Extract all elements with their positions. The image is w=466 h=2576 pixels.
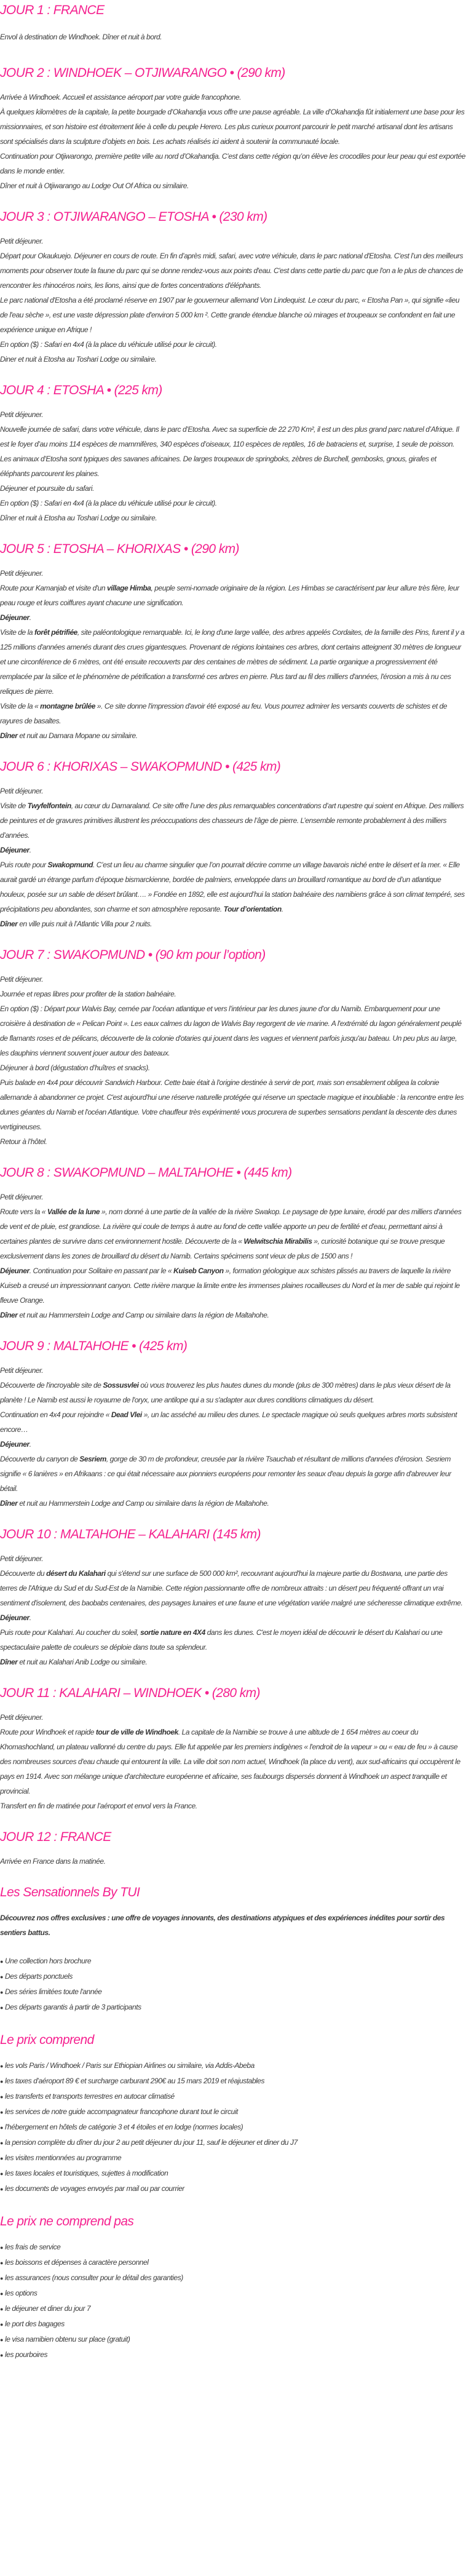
list-item [0, 2058, 466, 2073]
day-paragraph [0, 1710, 466, 1725]
body-text: Arrivée en France dans la matinée. [0, 1857, 106, 1866]
body-text: et nuit au Kalahari Anib Lodge ou similaire. [17, 1658, 148, 1666]
highlight-text: Vallée de la lune [47, 1207, 100, 1216]
body-text: En option ($) : Départ pour Walvis Bay, cernée par l’océan atlantique et vers l’intérieur par les dunes jaune d’or du Namib. Embarquement pour une croisière à destination de « Pelican Point ». Les eaux calmes du lagon de Walvis Bay regorgent de vie marine. A l'extrémité du lagon généralement peuplé de flamants roses et de pélicans, découverte de la colonie d'otaries qui jouent dans les vagues et viennent parfois jusqu'au bateau. Un peu plus au large, les dauphins viennent souvent jouer autour des bateaux. [0, 1004, 462, 1057]
list-item [0, 2120, 466, 2135]
body-text: Visite de la [0, 628, 34, 637]
day-body [0, 407, 466, 539]
body-text: Petit déjeuner. [0, 569, 44, 578]
highlight-text: Déjeuner [0, 1266, 30, 1275]
day-paragraph [0, 728, 466, 743]
day-title: JOUR 5 : ETOSHA – KHORIXAS • (290 km) [0, 542, 239, 556]
body-text: Départ pour Okaukuejo. Déjeuner en cours de route. En fin d’après midi, safari, avec votre véhicule, dans le parc national d'Etosha. C'est l’un des meilleurs moments pour observer toute la faune du parc qui se donne rendez-vous aux points d'eau. C'est dans cette partie du parc que l'on a le plus de chances de rencontrer les rhinocéros noirs, les lions, ainsi que de fortes concentrations d'éléphants. [0, 252, 464, 290]
day-body [0, 1551, 466, 1683]
day-section [0, 1827, 466, 1882]
highlight-text: Sossusvlei [103, 1381, 139, 1389]
day-section [0, 380, 466, 539]
highlight-text: désert du Kalahari [46, 1569, 106, 1578]
list-item-text: le port des bagages [5, 2320, 65, 2328]
day-paragraph [0, 1204, 466, 1263]
body-text: . [29, 613, 31, 622]
day-section [0, 1683, 466, 1827]
list-item [0, 1984, 466, 2000]
day-paragraph [0, 987, 466, 1001]
body-text: », formation géologique aux schistes plissés au travers de laquelle la rivière Kuiseb a creusé un impressionnant canyon. Cette rivière marque la limite entre les immenses plaines rocailleuses du Nord et la mer de sable qui rejoint le fleuve Orange. [0, 1266, 460, 1305]
body-text: », un lac asséché au milieu des dunes. Le spectacle magique où seuls quelques arbres morts subsistent encore… [0, 1410, 457, 1434]
body-text: Puis route pour [0, 861, 48, 869]
price-includes-title: Le prix comprend [0, 2033, 94, 2047]
day-body [0, 566, 466, 757]
body-text: Petit déjeuner. [0, 787, 44, 795]
highlight-text: tour de ville de Windhoek [95, 1728, 178, 1736]
day-body [0, 1190, 466, 1336]
day-paragraph [0, 1566, 466, 1610]
day-paragraph [0, 178, 466, 193]
list-item-text: les vols Paris / Windhoek / Paris sur Ethiopian Airlines ou similaire, via Addis-Abeba [5, 2061, 255, 2070]
day-paragraph [0, 30, 466, 44]
list-item [0, 2301, 466, 2316]
day-title: JOUR 8 : SWAKOPMUND – MALTAHOHE • (445 km) [0, 1166, 292, 1180]
day-paragraph [0, 1363, 466, 1378]
body-text: Route vers la « [0, 1207, 47, 1216]
highlight-text: Kuiseb Canyon [173, 1266, 224, 1275]
body-text: Dîner et nuit à Otjiwarango au Lodge Out Of Africa ou similaire. [0, 181, 189, 190]
highlight-text: Dîner [0, 731, 18, 740]
body-text: Continuation pour Otjiwarongo, première petite ville au nord d’Okahandja. C’est dans cette région qu’on élève les crocodiles pour leur peau qui est exportée dans le monde entier. [0, 152, 465, 175]
day-paragraph [0, 1799, 466, 1813]
day-body [0, 1854, 466, 1882]
list-item [0, 2104, 466, 2120]
day-title: JOUR 10 : MALTAHOHE – KALAHARI (145 km) [0, 1527, 261, 1541]
body-text: Le parc national d'Etosha a été proclamé réserve en 1907 par le gouverneur allemand Von Lindequist. Le cœur du parc, « Etosha Pan », qui signifie «lieu de l'eau sèche », est une vaste dépression plate d'environ 5 000 km ². Cette grande étendue blanche où mirages et troupeaux se confondent en fait une expérience unique en Afrique ! [0, 296, 460, 334]
price-excludes-list [0, 2240, 466, 2377]
day-paragraph [0, 610, 466, 625]
sensationnels-intro: Découvrez nos offres exclusives : une offre de voyages innovants, des destinations atypiques et des expériences inédites pour sortir des sentiers battus. [0, 1914, 445, 1937]
body-text: , gorge de 30 m de profondeur, creusée par la rivière Tsauchab et résultant de millions d'années d'érosion. Sesriem signifie « 6 lanières » en Afrikaans : ce qui était nécessaire aux pionniers européens pour remonter les seaux d'eau depuis la gorge afin d'abreuver leur bétail. [0, 1455, 451, 1493]
body-text: . La capitale de la Namibie se trouve à une altitude de 1 654 mètres au coeur du Khomashochland, un plateau vallonné du centre du pays. Elle fut appelée par les premiers indigènes « l'endroit de la vapeur » ou « eau de feu » à cause des nombreuses sources d'eau chaude qui entourent la ville. La ville doit son nom actuel, Windhoek (la place du vent), aux sud-africains qui occupèrent le pays en 1914. Avec son mélange unique d'architecture européenne et africaine, ses faubourgs dispersés donnent à Windhoek un aspect tranquille et provincial. [0, 1728, 460, 1795]
bullet-icon: ● [0, 2078, 3, 2085]
sensationnels-title: Les Sensationnels By TUI [0, 1885, 140, 1899]
day-paragraph [0, 422, 466, 481]
list-item-text: Des départs ponctuels [5, 1972, 73, 1981]
body-text: Nouvelle journée de safari, dans votre véhicule, dans le parc d’Etosha. Avec sa superficie de 22 270 Km², il est un des plus grand parc naturel d’Afrique. Il est le foyer d’au moins 114 espèces de mammifères, 340 espèces d’oiseaux, 110 espèces de reptiles, 16 de batraciens et, surprise, 1 seule de poisson. Les animaux d’Etosha sont typiques des savanes africaines. De larges troupeaux de springboks, zèbres de Burchell, gembosks, gnous, girafes et éléphants parcourent les plaines. [0, 425, 459, 478]
body-text: Visite de la « [0, 702, 41, 710]
day-paragraph [0, 234, 466, 248]
list-item-text: le déjeuner et diner du jour 7 [5, 2304, 91, 2313]
list-item [0, 2316, 466, 2332]
bullet-icon: ● [0, 2186, 3, 2192]
day-body [0, 1710, 466, 1827]
body-text: Déjeuner et poursuite du safari. [0, 484, 95, 493]
list-item [0, 2166, 466, 2181]
highlight-text: Dîner [0, 1658, 18, 1666]
day-paragraph [0, 1610, 466, 1625]
highlight-text: forêt pétrifiée [34, 628, 77, 637]
list-item-text: les taxes d’aéroport 89 € et surcharge carburant 290€ au 15 mars 2019 et réajustables [5, 2077, 265, 2085]
day-paragraph [0, 566, 466, 581]
body-text: Petit déjeuner. [0, 410, 44, 419]
day-paragraph [0, 496, 466, 511]
list-item-text: les taxes locales et touristiques, sujettes à modification [5, 2169, 168, 2177]
body-text: Journée et repas libres pour profiter de la station balnéaire. [0, 990, 176, 998]
day-title: JOUR 3 : OTJIWARANGO – ETOSHA • (230 km) [0, 210, 267, 224]
list-item [0, 2073, 466, 2089]
body-text: Petit déjeuner. [0, 1366, 44, 1375]
day-section [0, 539, 466, 757]
highlight-text: Tour d’orientation [223, 905, 282, 913]
list-item-text: les transferts et transports terrestres en autocar climatisé [5, 2092, 175, 2101]
bullet-icon: ● [0, 2109, 3, 2115]
body-text: Petit déjeuner. [0, 237, 44, 245]
list-item [0, 2270, 466, 2286]
day-paragraph [0, 352, 466, 367]
body-text: Route pour Kamanjab et visite d'un [0, 584, 107, 592]
body-text: Envol à destination de Windhoek. Dîner et nuit à bord. [0, 33, 162, 41]
bullet-icon: ● [0, 2337, 3, 2343]
day-title: JOUR 7 : SWAKOPMUND • (90 km pour l’option) [0, 948, 266, 962]
bullet-icon: ● [0, 1989, 3, 1995]
bullet-icon: ● [0, 2306, 3, 2312]
highlight-text: Dîner [0, 1499, 18, 1508]
day-body [0, 90, 466, 207]
day-paragraph [0, 1452, 466, 1496]
body-text: et nuit au Damara Mopane ou similaire. [17, 731, 138, 740]
body-text: Puis balade en 4x4 pour découvrir Sandwich Harbour. Cette baie était à l'origine destinée à servir de port, mais son ensablement obligea la colonie allemande à abandonner ce projet. C'est aujourd'hui une réserve naturelle protégée qui réserve un spectacle magique et inoubliable : la rencontre entre les dunes géantes du Namib et l'océan Atlantique. Votre chauffeur très expérimenté vous procurera de superbes sensations pendant la descente des dunes vertigineuses. [0, 1078, 464, 1131]
body-text: Arrivée à Windhoek. Accueil et assistance aéroport par votre guide francophone. [0, 93, 242, 101]
list-item-text: le visa namibien obtenu sur place (gratuit) [5, 2335, 130, 2343]
day-title: JOUR 12 : FRANCE [0, 1830, 111, 1844]
body-text: qui s'étend sur une surface de 500 000 km², recouvrant aujourd'hui la majeure partie du Bostwana, une partie des terres de l'Afrique du Sud et du Sud-Est de la Namibie. Cette région passionnante offre de nombreux attraits : un désert peu fréquenté offrant un vrai sentiment d'isolement, des baobabs centenaires, des paysages lunaires et une faune et une végétation variée malgré une sécheresse climatique extrême. [0, 1569, 463, 1607]
day-paragraph [0, 293, 466, 337]
bullet-icon: ● [0, 2140, 3, 2146]
day-paragraph [0, 843, 466, 857]
day-paragraph [0, 481, 466, 496]
bullet-icon: ● [0, 2321, 3, 2328]
body-text: Petit déjeuner. [0, 1193, 44, 1201]
day-title: JOUR 1 : FRANCE [0, 3, 105, 17]
day-paragraph [0, 1437, 466, 1452]
body-text: Diner et nuit à Etosha au Toshari Lodge ou similaire. [0, 355, 157, 364]
day-title: JOUR 6 : KHORIXAS – SWAKOPMUND • (425 km) [0, 760, 281, 774]
day-paragraph [0, 1496, 466, 1511]
body-text: Puis route pour Kalahari. Au coucher du soleil, [0, 1628, 141, 1637]
body-text: Route pour Windhoek et rapide [0, 1728, 96, 1736]
day-paragraph [0, 1725, 466, 1799]
highlight-text: Déjeuner [0, 846, 30, 854]
day-section [0, 1163, 466, 1336]
day-section [0, 1524, 466, 1683]
list-item [0, 2332, 466, 2347]
day-paragraph [0, 972, 466, 987]
day-section [0, 207, 466, 380]
day-paragraph [0, 784, 466, 798]
day-title: JOUR 11 : KALAHARI – WINDHOEK • (280 km) [0, 1686, 260, 1700]
highlight-text: Dîner [0, 1311, 18, 1319]
highlight-text: village Himba [107, 584, 151, 592]
bullet-icon: ● [0, 2171, 3, 2177]
list-item-text: les documents de voyages envoyés par mail ou par courrier [5, 2184, 184, 2193]
price-includes-section [0, 2030, 466, 2211]
day-paragraph [0, 1308, 466, 1322]
day-title: JOUR 2 : WINDHOEK – OTJIWARANGO • (290 km) [0, 66, 285, 80]
body-text: Visite de [0, 801, 28, 810]
body-text: Déjeuner à bord (dégustation d’huîtres et snacks). [0, 1063, 150, 1072]
bullet-icon: ● [0, 2352, 3, 2358]
list-item-text: la pension complète du dîner du jour 2 au petit déjeuner du jour 11, sauf le déjeuner et diner du J7 [5, 2138, 298, 2147]
highlight-text: Dîner [0, 920, 18, 928]
body-text: . Continuation pour Solitaire en passant par le « [29, 1266, 174, 1275]
body-text: . [29, 846, 31, 854]
day-section [0, 1336, 466, 1524]
body-text: Dîner et nuit à Etosha au Toshari Lodge ou similaire. [0, 514, 157, 522]
list-item-text: les boissons et dépenses à caractère personnel [5, 2258, 149, 2267]
day-body [0, 30, 466, 63]
body-text: À quelques kilomètres de la capitale, la petite bourgade d’Okahandja vous offre une pause agréable. La ville d’Okahandja fût initialement une base pour les missionnaires, et son histoire est étroitement liée à celle du peuple Herero. Les plus curieux pourront parcourir le petit marché artisanal dont les artisans sont spécialisés dans la sculpture d’objets en bois. Les achats réalisés ici aident à soutenir la communauté locale. [0, 108, 465, 146]
body-text: », nom donné à une partie de la vallée de la rivière Swakop. Le paysage de type lunaire, érodé par des milliers d'années de vent et de pluie, est grandiose. La rivière qui coule de temps à autre au fond de cette vallée apporte un peu de fertilité et d'eau, permettant ainsi à certaines plantes de survivre dans cet environnement hostile. Découverte de la « [0, 1207, 462, 1246]
highlight-text: Welwitschia Mirabilis [243, 1237, 312, 1246]
day-paragraph [0, 798, 466, 843]
day-paragraph [0, 511, 466, 525]
bullet-icon: ● [0, 1974, 3, 1980]
sensationnels-section [0, 1882, 466, 2030]
body-text: En option ($) : Safari en 4x4 (à la place du véhicule utilisé pour le circuit). [0, 499, 217, 507]
day-body [0, 784, 466, 945]
price-excludes-title: Le prix ne comprend pas [0, 2214, 134, 2228]
day-body [0, 972, 466, 1163]
list-item [0, 2000, 466, 2015]
highlight-text: Déjeuner [0, 1440, 30, 1449]
bullet-icon: ● [0, 2005, 3, 2011]
day-paragraph [0, 1263, 466, 1308]
price-includes-list [0, 2058, 466, 2211]
body-text: , site paléontologique remarquable. Ici, le long d'une large vallée, des arbres appelés Cordaites, de la famille des Pins, furent il y a 125 millions d'années amenés durant des crues gigantesques. Provenant de régions lointaines ces arbres, dont certains atteignent 30 mètres de longueur et une circonférence de 6 mètres, ont été ensuite recouverts par des centaines de mètres de sédiment. La partie organique a progressivement été remplacée par la silice et le phénomène de pétrification a transformé ces arbres en pierre. Plus tard au fil des milliers d'années, l'érosion a mis à nu ces reliques de pierre. [0, 628, 465, 696]
bullet-icon: ● [0, 2094, 3, 2100]
body-text: et nuit au Hammerstein Lodge and Camp ou similaire dans la région de Maltahohe. [17, 1311, 269, 1319]
day-paragraph [0, 1551, 466, 1566]
body-text: Découverte du [0, 1569, 47, 1578]
list-item [0, 2240, 466, 2255]
day-title: JOUR 4 : ETOSHA • (225 km) [0, 383, 162, 397]
list-item [0, 2135, 466, 2150]
list-item-text: les visites mentionnées au programme [5, 2153, 122, 2162]
body-text: . [29, 1440, 31, 1449]
day-paragraph [0, 90, 466, 105]
body-text: où vous trouverez les plus hautes dunes du monde (plus de 300 mètres) dans le plus vieux désert de la planète ! Le Namib est aussi le royaume de l'oryx, une antilope qui a su s'adapter aux dures conditions climatiques du désert. [0, 1381, 451, 1404]
day-paragraph [0, 1625, 466, 1655]
day-body [0, 234, 466, 380]
bullet-icon: ● [0, 2291, 3, 2297]
highlight-text: Déjeuner [0, 1613, 30, 1622]
body-text: en ville puis nuit à l’Atlantic Villa pour 2 nuits. [17, 920, 152, 928]
body-text: , au cœur du Damaraland. Ce site offre l’une des plus remarquables concentrations d’art rupestre qui soient en Afrique. Des milliers de peintures et de gravures primitives illustrent les préoccupations des chasseurs de l’âge de pierre. L’ensemble remonte probablement à des milliers d’années. [0, 801, 464, 840]
bullet-icon: ● [0, 2260, 3, 2266]
body-text: Petit déjeuner. [0, 1713, 44, 1722]
day-paragraph [0, 337, 466, 352]
bullet-icon: ● [0, 2244, 3, 2251]
highlight-text: Swakopmund [47, 861, 93, 869]
list-item-text: Une collection hors brochure [5, 1957, 92, 1965]
highlight-text: Déjeuner [0, 613, 30, 622]
body-text: , peuple semi-nomade originaire de la région. Les Himbas se caractérisent par leur allure très fière, leur peau rouge et leurs coiffures ayant chacune une signification. [0, 584, 459, 607]
day-body [0, 1363, 466, 1524]
day-paragraph [0, 1190, 466, 1204]
body-text: Continuation en 4x4 pour rejoindre « [0, 1410, 111, 1419]
day-section [0, 63, 466, 207]
list-item [0, 2347, 466, 2363]
day-paragraph [0, 149, 466, 178]
body-text: Transfert en fin de matinée pour l’aéroport et envol vers la France. [0, 1802, 197, 1810]
price-excludes-section [0, 2211, 466, 2377]
body-text: et nuit au Hammerstein Lodge and Camp ou similaire dans la région de Maltahohe. [17, 1499, 269, 1508]
day-paragraph [0, 699, 466, 728]
list-item-text: Des départs garantis à partir de 3 participants [5, 2003, 141, 2011]
highlight-text: Twyfelfontein [27, 801, 71, 810]
list-item-text: les assurances (nous consulter pour le détail des garanties) [5, 2273, 183, 2282]
body-text: Petit déjeuner. [0, 975, 44, 984]
body-text: ». Ce site donne l'impression d'avoir été exposé au feu. Vous pourrez admirer les versants couverts de schistes et de rayures de basaltes. [0, 702, 448, 725]
day-section [0, 0, 466, 63]
list-item [0, 2089, 466, 2104]
body-text: Découverte du canyon de [0, 1455, 80, 1463]
body-text: . [281, 905, 283, 913]
day-paragraph [0, 1060, 466, 1075]
highlight-text: Sesriem [79, 1455, 106, 1463]
body-text: dans les dunes. C'est le moyen idéal de découvrir le désert du Kalahari ou une spectaculaire palette de couleurs se déploie dans toute sa splendeur. [0, 1628, 443, 1652]
list-item-text: l'hébergement en hôtels de catégorie 3 et 4 étoiles et en lodge (normes locales) [5, 2123, 243, 2131]
list-item-text: les pourboires [5, 2350, 48, 2359]
body-text: En option ($) : Safari en 4x4 (à la place du véhicule utilisé pour le circuit). [0, 340, 217, 349]
bullet-icon: ● [0, 2125, 3, 2131]
bullet-icon: ● [0, 2155, 3, 2161]
day-paragraph [0, 625, 466, 699]
day-paragraph [0, 407, 466, 422]
list-item [0, 2286, 466, 2301]
list-item [0, 2255, 466, 2270]
bullet-icon: ● [0, 1958, 3, 1965]
day-title: JOUR 9 : MALTAHOHE • (425 km) [0, 1339, 188, 1353]
day-section [0, 757, 466, 945]
day-paragraph [0, 857, 466, 916]
body-text: Découverte de l'incroyable site de [0, 1381, 103, 1389]
body-text: », curiosité botanique qui se trouve presque exclusivement dans les zones de brouillard du désert du Namib. Certains spécimens sont vieux de plus de 1500 ans ! [0, 1237, 445, 1260]
bullet-icon: ● [0, 2275, 3, 2281]
day-paragraph [0, 1378, 466, 1407]
day-paragraph [0, 105, 466, 149]
day-paragraph [0, 1075, 466, 1134]
list-item-text: les frais de service [5, 2243, 61, 2251]
bullet-icon: ● [0, 2063, 3, 2069]
day-paragraph [0, 1134, 466, 1149]
list-item-text: les options [5, 2289, 38, 2297]
day-paragraph [0, 1001, 466, 1060]
list-item [0, 1969, 466, 1984]
day-paragraph [0, 1407, 466, 1437]
body-text: . [29, 1613, 31, 1622]
day-paragraph [0, 916, 466, 931]
day-paragraph [0, 1854, 466, 1869]
day-section [0, 945, 466, 1163]
day-paragraph [0, 1655, 466, 1669]
list-item [0, 2181, 466, 2196]
list-item-text: les services de notre guide accompagnateur francophone durant tout le circuit [5, 2107, 238, 2116]
sensationnels-list [0, 1954, 466, 2030]
highlight-text: montagne brûlée [40, 702, 96, 710]
body-text: Petit déjeuner. [0, 1554, 44, 1563]
list-item [0, 1954, 466, 1969]
body-text: . C’est un lieu au charme singulier que l’on pourrait décrire comme un village bavarois niché entre le désert et la mer. « Elle aurait gardé un étrange parfum d’époque bismarckienne, bordée de palmiers, enveloppée dans un brouillard romantique au bord de d’un atlantique houleux, posée sur un sable de désert brûlant…. » Fondée en 1892, elle est aujourd’hui la station balnéaire des namibiens grâce à son climat tempéré, ses précipitations peu abondantes, son charme et son atmosphère reposante. [0, 861, 465, 913]
highlight-text: sortie nature en 4X4 [140, 1628, 205, 1637]
highlight-text: Dead Vlei [111, 1410, 142, 1419]
list-item [0, 2150, 466, 2166]
day-paragraph [0, 581, 466, 610]
body-text: Retour à l’hôtel. [0, 1137, 47, 1146]
list-item-text: Des séries limitées toute l'année [5, 1987, 102, 1996]
day-paragraph [0, 248, 466, 293]
